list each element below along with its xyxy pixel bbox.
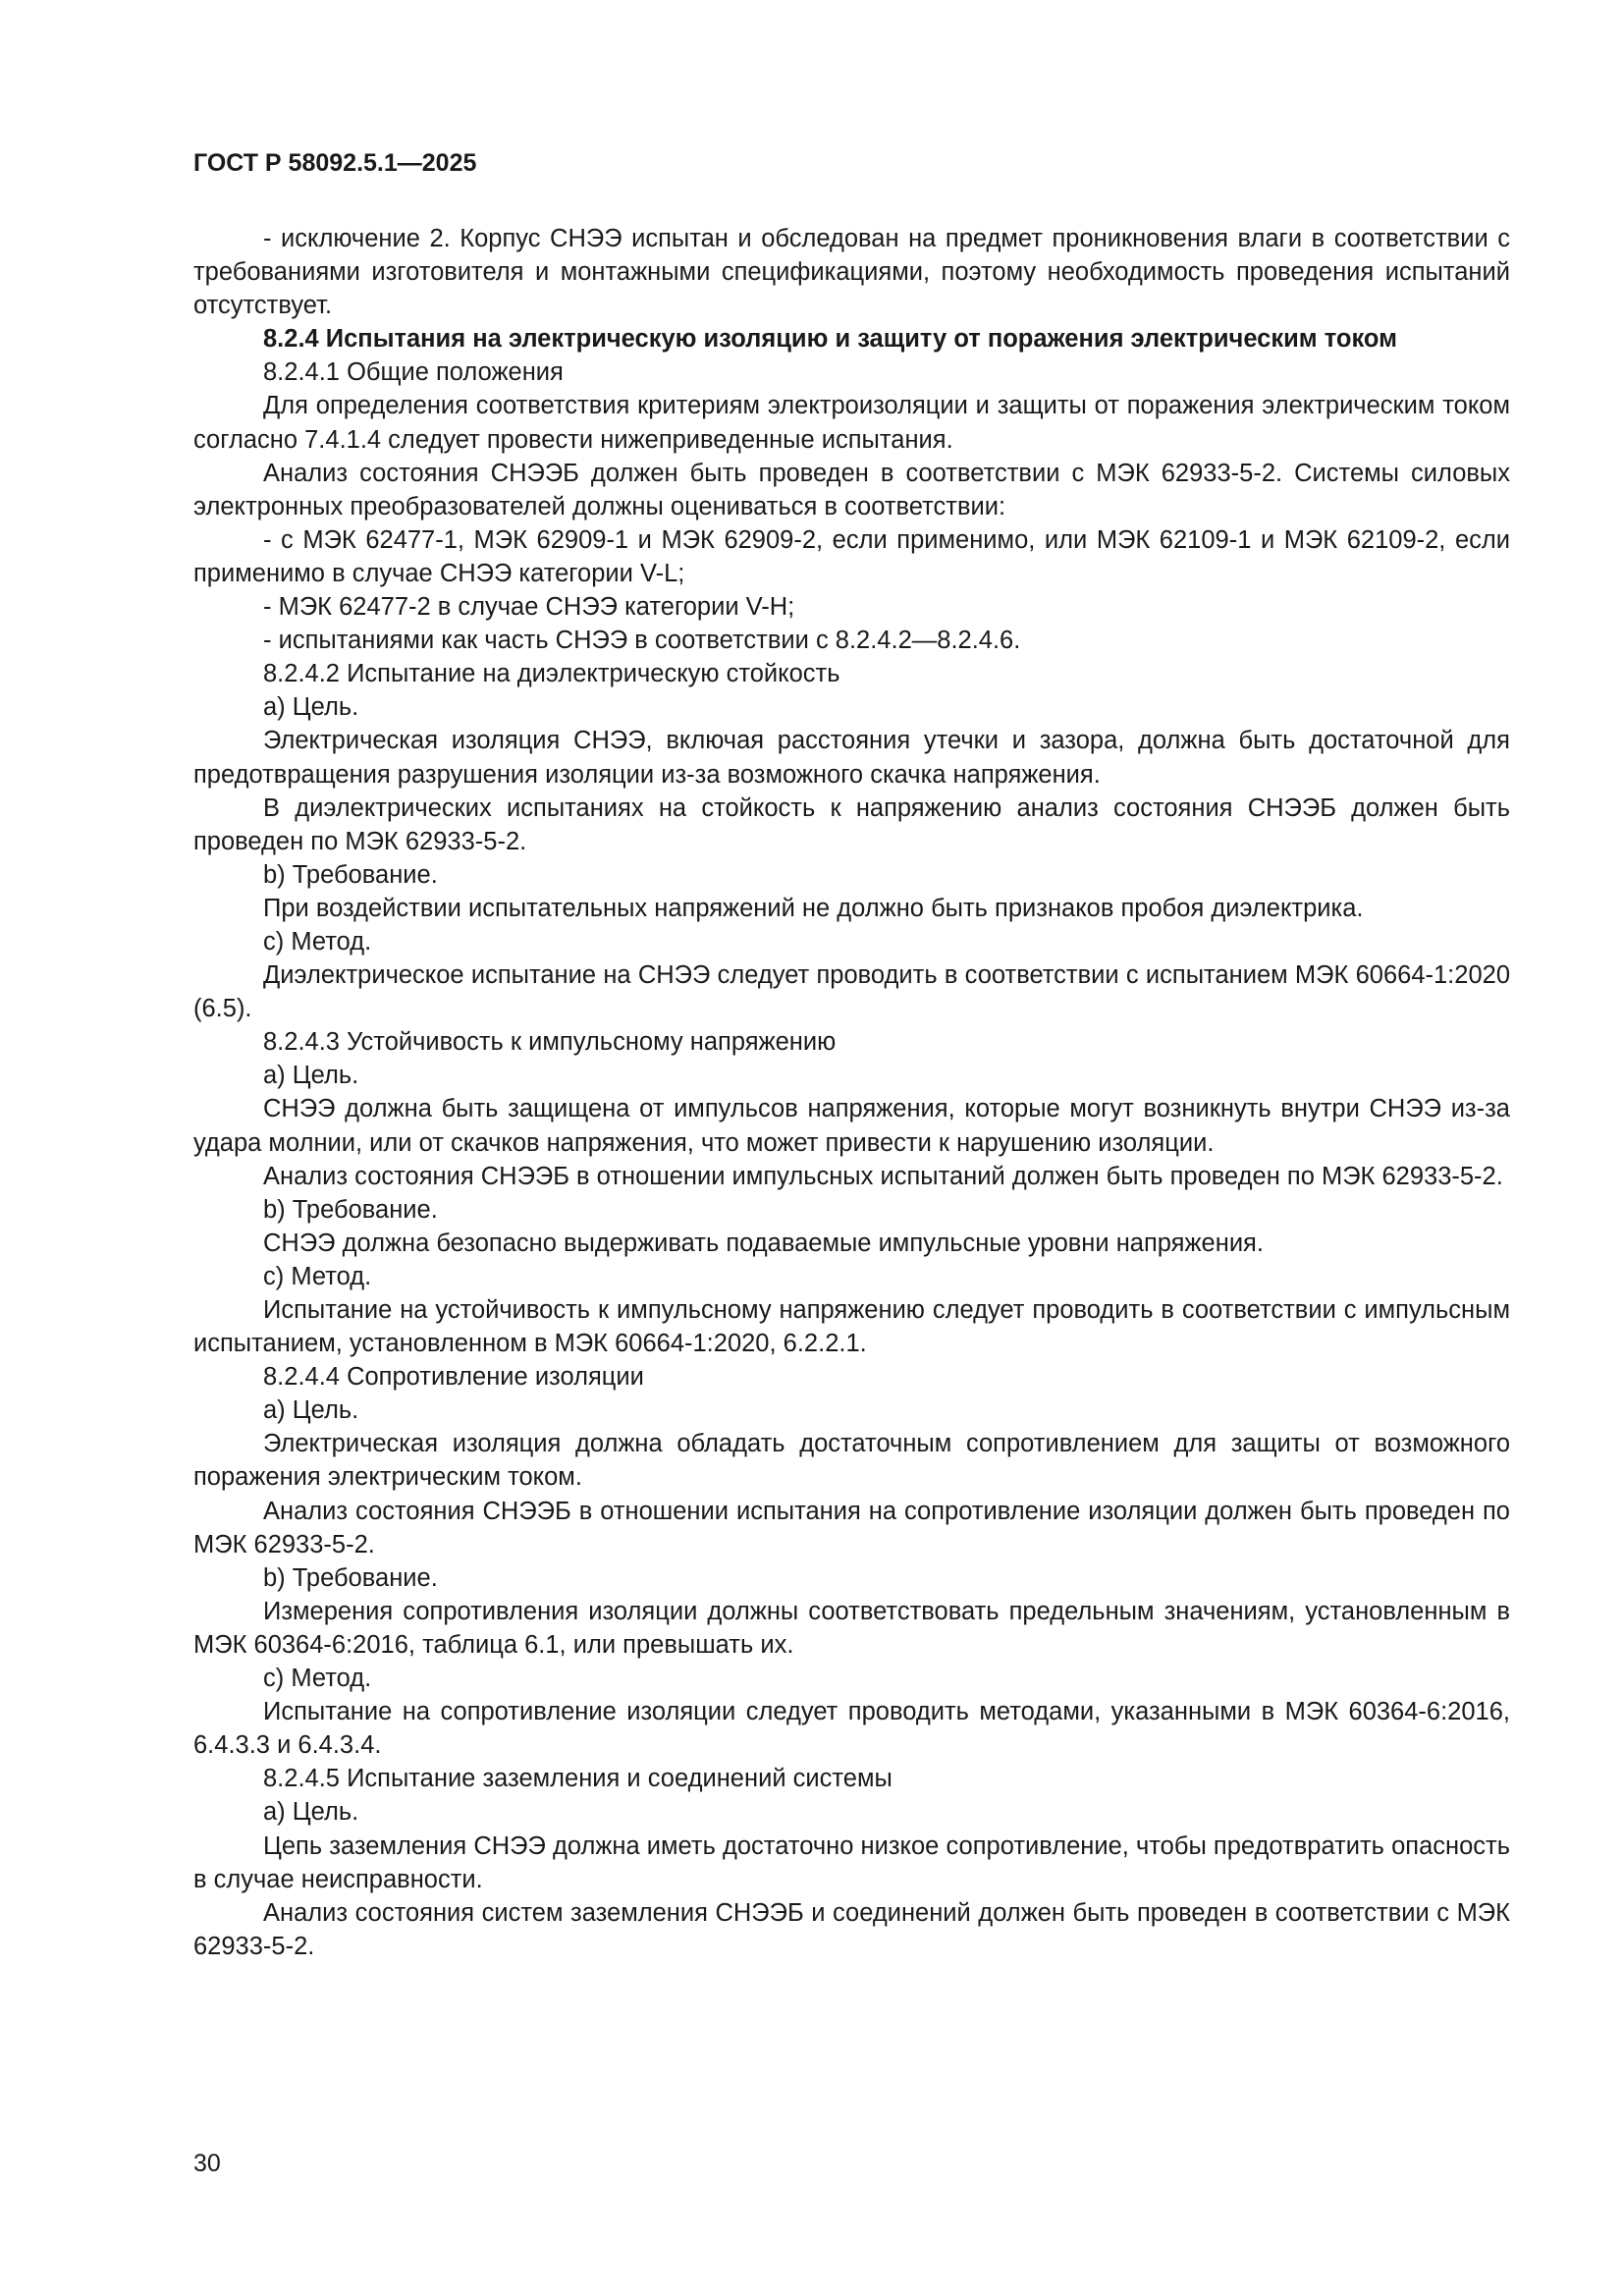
paragraph: Анализ состояния систем заземления СНЭЭБ и соединений должен быть проведен в соответствии с МЭК 62933-5-2. xyxy=(193,1898,1510,1960)
paragraph: b) Требование. xyxy=(263,1563,438,1592)
paragraph: - исключение 2. Корпус СНЭЭ испытан и обследован на предмет проникновения влаги в соответствии с требованиями изготовителя и монтажными спецификациями, поэтому необходимость проведения испытаний отсутствует. xyxy=(193,225,1510,320)
document-header: ГОСТ Р 58092.5.1—2025 xyxy=(193,149,477,177)
paragraph: Анализ состояния СНЭЭБ в отношении импульсных испытаний должен быть проведен по МЭК 62933-5-2. xyxy=(263,1162,1503,1190)
section-heading: 8.2.4 Испытания на электрическую изоляцию и защиту от поражения электрическим током xyxy=(263,325,1398,354)
paragraph: - с МЭК 62477-1, МЭК 62909-1 и МЭК 62909-2, если применимо, или МЭК 62109-1 и МЭК 62109-2, если применимо в случае СНЭЭ категории V-L; xyxy=(193,525,1510,587)
paragraph: c) Метод. xyxy=(263,1665,372,1693)
paragraph: a) Цель. xyxy=(263,1062,359,1090)
paragraph: Анализ состояния СНЭЭБ в отношении испытания на сопротивление изоляции должен быть проведен по МЭК 62933-5-2. xyxy=(193,1497,1510,1558)
paragraph: Цепь заземления СНЭЭ должна иметь достаточно низкое сопротивление, чтобы предотвратить опасность в случае неисправности. xyxy=(193,1831,1510,1893)
paragraph: a) Цель. xyxy=(263,1396,359,1425)
paragraph: c) Метод. xyxy=(263,1262,372,1290)
paragraph: 8.2.4.4 Сопротивление изоляции xyxy=(263,1363,644,1392)
paragraph: Испытание на устойчивость к импульсному напряжению следует проводить в соответствии с импульсным испытанием, установленном в МЭК 60664-1:2020, 6.2.2.1. xyxy=(193,1296,1510,1358)
paragraph: Измерения сопротивления изоляции должны соответствовать предельным значениям, установленным в МЭК 60364-6:2016, таблица 6.1, или превышать их. xyxy=(193,1597,1510,1659)
paragraph: СНЭЭ должна быть защищена от импульсов напряжения, которые могут возникнуть внутри СНЭЭ из-за удара молнии, или от скачков напряжения, что может привести к нарушению изоляции. xyxy=(193,1095,1510,1157)
paragraph: b) Требование. xyxy=(263,860,438,889)
page-number: 30 xyxy=(193,2150,221,2177)
paragraph: a) Цель. xyxy=(263,693,359,722)
paragraph: 8.2.4.3 Устойчивость к импульсному напряжению xyxy=(263,1028,837,1057)
paragraph: Диэлектрическое испытание на СНЭЭ следует проводить в соответствии с испытанием МЭК 60664-1:2020 (6.5). xyxy=(193,961,1510,1023)
paragraph: Для определения соответствия критериям электроизоляции и защиты от поражения электрическим током согласно 7.4.1.4 следует провести нижеприведенные испытания. xyxy=(193,392,1510,454)
paragraph: - МЭК 62477-2 в случае СНЭЭ категории V-H; xyxy=(263,593,795,622)
paragraph: b) Требование. xyxy=(263,1195,438,1224)
paragraph: Анализ состояния СНЭЭБ должен быть проведен в соответствии с МЭК 62933-5-2. Системы силовых электронных преобразователей должны оцениваться в соответствии: xyxy=(193,459,1510,520)
paragraph: 8.2.4.1 Общие положения xyxy=(263,358,564,387)
paragraph: 8.2.4.2 Испытание на диэлектрическую стойкость xyxy=(263,660,840,688)
paragraph: СНЭЭ должна безопасно выдерживать подаваемые импульсные уровни напряжения. xyxy=(263,1229,1264,1257)
paragraph: При воздействии испытательных напряжений не должно быть признаков пробоя диэлектрика. xyxy=(263,894,1364,922)
paragraph: a) Цель. xyxy=(263,1798,359,1827)
paragraph: 8.2.4.5 Испытание заземления и соединений системы xyxy=(263,1765,893,1793)
page-content xyxy=(193,222,1510,1963)
paragraph: В диэлектрических испытаниях на стойкость к напряжению анализ состояния СНЭЭБ должен быть проведен по МЭК 62933-5-2. xyxy=(193,793,1510,855)
paragraph: Электрическая изоляция СНЭЭ, включая расстояния утечки и зазора, должна быть достаточной для предотвращения разрушения изоляции из-за возможного скачка напряжения. xyxy=(193,727,1510,789)
paragraph: Испытание на сопротивление изоляции следует проводить методами, указанными в МЭК 60364-6:2016, 6.4.3.3 и 6.4.3.4. xyxy=(193,1698,1510,1760)
paragraph: - испытаниями как часть СНЭЭ в соответствии с 8.2.4.2—8.2.4.6. xyxy=(263,627,1021,655)
paragraph: c) Метод. xyxy=(263,927,372,956)
paragraph: Электрическая изоляция должна обладать достаточным сопротивлением для защиты от возможного поражения электрическим током. xyxy=(193,1430,1510,1492)
